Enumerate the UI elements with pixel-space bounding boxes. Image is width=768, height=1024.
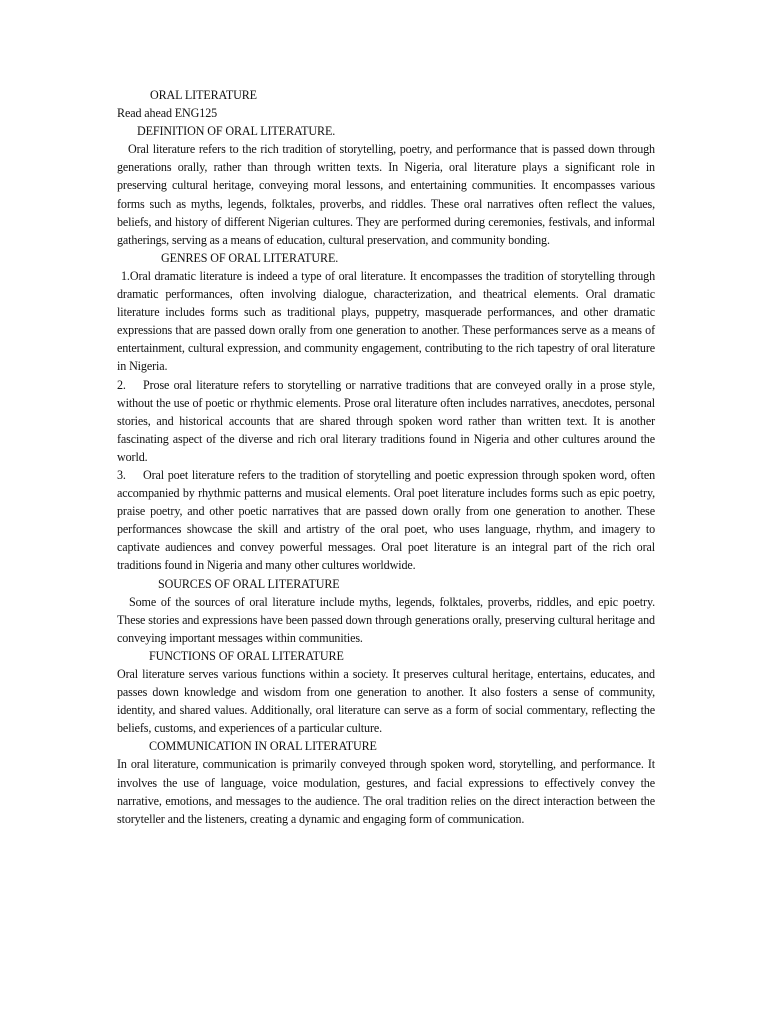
- read-ahead-note: Read ahead ENG125: [117, 106, 218, 121]
- genre-item-number: 2.: [117, 377, 126, 392]
- genre-item-2: [117, 376, 655, 466]
- sources-paragraph: Some of the sources of oral literature include myths, legends, folktales, proverbs, riddles, and epic poetry. These stories and expressions have been passed down through generations orally, preserving cultural heritage and conveying important messages within communities.: [117, 594, 655, 645]
- communication-paragraph: In oral literature, communication is primarily conveyed through spoken word, storytelling, and performance. It involves the use of language, voice modulation, gestures, and facial expressions to effectively convey the narrative, emotions, and messages to the audience. The oral tradition relies on the direct interaction between the storyteller and the listeners, creating a dynamic and engaging form of communication.: [117, 757, 655, 826]
- functions-paragraph: Oral literature serves various functions within a society. It preserves cultural heritage, entertains, educates, and passes down knowledge and wisdom from one generation to another. It also fosters a sense of community, identity, and shared values. Additionally, oral literature can serve as a form of social commentary, reflecting the beliefs, customs, and experiences of a particular culture.: [117, 667, 655, 736]
- genre-item-text: Prose oral literature refers to storytelling or narrative traditions that are conveyed orally in a prose style, without the use of poetic or rhythmic elements. Prose oral literature often includes narratives, anecdotes, personal stories, and historical accounts that are shared through spoken word rather than written text. It is another fascinating aspect of the diverse and rich oral literary traditions found in Nigeria and other cultures around the world.: [117, 377, 655, 464]
- genre-item-number: 1.: [121, 268, 130, 283]
- genres-heading: GENRES OF ORAL LITERATURE.: [161, 250, 339, 265]
- definition-paragraph: Oral literature refers to the rich tradition of storytelling, poetry, and performance that is passed down through generations orally, rather than through written texts. In Nigeria, oral literature plays a significant role in preserving cultural heritage, conveying moral lessons, and entertaining communities. It encompasses various forms such as myths, legends, folktales, proverbs, and riddles. These oral narratives often reflect the values, beliefs, and history of different Nigerian cultures. They are performed during ceremonies, festivals, and informal gatherings, serving as a means of education, cultural preservation, and community bonding.: [117, 142, 655, 247]
- genre-item-1: [117, 267, 655, 376]
- genre-item-text: Oral poet literature refers to the tradition of storytelling and poetic expression through spoken word, often accompanied by rhythmic patterns and musical elements. Oral poet literature includes forms such as epic poetry, praise poetry, and other poetic narratives that are passed down orally from one generation to another. These performances showcase the skill and artistry of the oral poet, who uses language, rhythm, and imagery to captivate audiences and convey powerful messages. Oral poet literature is an integral part of the rich oral traditions found in Nigeria and many other cultures worldwide.: [117, 467, 655, 573]
- document-title: ORAL LITERATURE: [150, 88, 257, 102]
- genre-item-3: [117, 466, 655, 575]
- sources-heading: SOURCES OF ORAL LITERATURE: [158, 576, 340, 591]
- document-page: [117, 86, 655, 828]
- functions-heading: FUNCTIONS OF ORAL LITERATURE: [149, 648, 344, 663]
- communication-heading: COMMUNICATION IN ORAL LITERATURE: [149, 739, 377, 754]
- genre-item-number: 3.: [117, 467, 126, 482]
- definition-heading: DEFINITION OF ORAL LITERATURE.: [137, 124, 336, 139]
- genre-item-text: Oral dramatic literature is indeed a type of oral literature. It encompasses the tradition of storytelling through dramatic performances, often involving dialogue, characterization, and theatrical elements. Oral dramatic literature includes forms such as traditional plays, puppetry, masquerade performances, and other dramatic expressions that are passed down orally from one generation to another. These performances serve as a means of entertainment, cultural expression, and community engagement, contributing to the rich tapestry of oral literature in Nigeria.: [117, 268, 655, 374]
